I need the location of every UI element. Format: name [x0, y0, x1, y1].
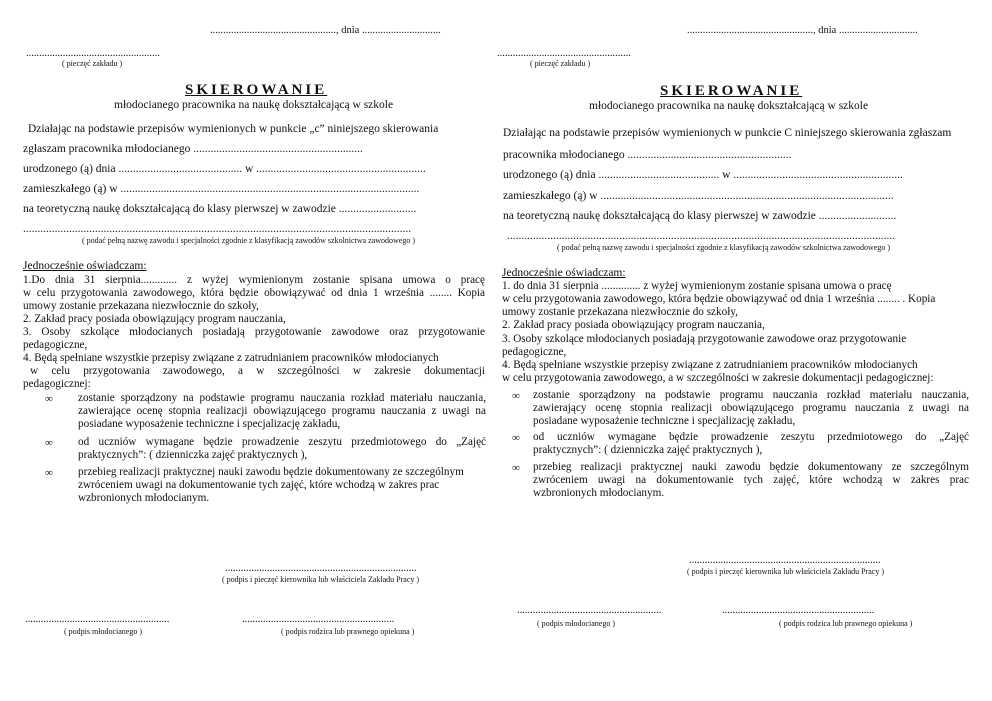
- birth-field: urodzonego (ą) dnia ........................................... w ...........................................................: [23, 163, 426, 175]
- youth-signature-line: .......................................................: [25, 614, 170, 625]
- manager-signature-line: .........................................................................: [689, 555, 881, 566]
- infinity-bullet-icon: ∞: [45, 393, 53, 405]
- bullet-item-3: przebieg realizacji praktycznej nauki zawodu będzie dokumentowany ze szczególnym zwróceniem uwagi na dokumentowanie tych zajęć, które wchodzą w zakres prac: [533, 461, 969, 486]
- place-date-field: ................................................, dnia ..............................: [210, 25, 441, 36]
- bullet-item-2: od uczniów wymagane będzie prowadzenie zeszytu przedmiotowego do „Zajęć: [78, 436, 486, 448]
- declaration-point-1: 1.Do dnia 31 sierpnia............. z wyżej wymienionym zostanie spisana umowa o pracę w celu przygotowania zawodowego, która będzie obowiązywać od dnia 1 września ........ Kopia: [23, 274, 485, 299]
- infinity-bullet-icon: ∞: [512, 390, 520, 402]
- document-title: SKIEROWANIE: [185, 82, 328, 98]
- bullet-item-3: przebieg realizacji praktycznej nauki zawodu będzie dokumentowany ze szczególnym zwróceniem uwagi na dokumentowanie tych zajęć, które wchodzą w zakres prac wzbronionych młodocianym.: [78, 466, 464, 504]
- intro-line-1: Działając na podstawie przepisów wymienionych w punkcie C niniejszego skierowania zgłaszam: [503, 127, 952, 139]
- bullet-item-2-end: praktycznych”: ( dzienniczka zajęć praktycznych ),: [533, 444, 763, 456]
- profession-note: ( podać pełną nazwę zawodu i specjalności zgodnie z klasyfikacją zawodów szkolnictwa zawodowego ): [82, 236, 415, 245]
- stamp-label: ( pieczęć zakładu ): [62, 59, 123, 68]
- parent-signature-line: ..........................................................: [242, 614, 395, 625]
- infinity-bullet-icon: ∞: [512, 462, 520, 474]
- bullet-item-2-end: praktycznych”: ( dzienniczka zajęć praktycznych ),: [78, 449, 308, 461]
- parent-signature-label: ( podpis rodzica lub prawnego opiekuna ): [281, 627, 415, 636]
- declaration-point-2: 2. Zakład pracy posiada obowiązujący program nauczania,: [23, 313, 286, 325]
- intro-line-2: pracownika młodocianego .........................................................: [503, 149, 792, 161]
- intro-line-1: Działając na podstawie przepisów wymienionych w punkcie „c” niniejszego skierowania: [28, 123, 439, 135]
- manager-signature-label: ( podpis i pieczęć kierownika lub właściciela Zakładu Pracy ): [222, 575, 420, 584]
- declaration-point-4-end: pedagogicznej:: [23, 378, 91, 390]
- bullet-item-1-end: posiadane wyposażenie techniczne i specjalizację zakładu,: [78, 418, 341, 430]
- bullet-item-3-end: wzbronionych młodocianym.: [533, 487, 665, 499]
- stamp-line: ...................................................: [497, 48, 631, 59]
- document-subtitle: młodocianego pracownika na naukę dokształcającą w szkole: [114, 99, 394, 111]
- bullet-item-1-end: posiadane wyposażenie techniczne i specjalizację zakładu,: [533, 415, 796, 427]
- place-date-field: ................................................, dnia ..............................: [687, 25, 918, 36]
- bullet-item-2: od uczniów wymagane będzie prowadzenie zeszytu przedmiotowego do „Zajęć: [533, 431, 969, 443]
- parent-signature-label: ( podpis rodzica lub prawnego opiekuna ): [779, 619, 913, 628]
- infinity-bullet-icon: ∞: [45, 467, 53, 479]
- declaration-point-1-end: umowy zostanie przekazana niezwłocznie do szkoły,: [502, 306, 738, 318]
- declaration-point-1-end: umowy zostanie przekazana niezwłocznie do szkoły,: [23, 300, 259, 312]
- document-subtitle: młodocianego pracownika na naukę dokształcającą w szkole: [589, 100, 869, 112]
- bullet-item-1: zostanie sporządzony na podstawie programu nauczania rozkład materiału nauczania, zawierające ocenę stopnia realizacji obowiązującego programu nauczania z uwagi na: [78, 392, 486, 417]
- birth-field: urodzonego (ą) dnia .......................................... w ...........................................................: [503, 169, 903, 181]
- course-field: na teoretyczną naukę dokształcającą do klasy pierwszej w zawodzie ...........................: [23, 203, 417, 215]
- declaration-heading: Jednocześnie oświadczam:: [502, 267, 626, 279]
- course-field: na teoretyczną naukę dokształcającą do klasy pierwszej w zawodzie ...........................: [503, 210, 897, 222]
- declaration-heading: Jednocześnie oświadczam:: [23, 260, 147, 272]
- manager-signature-line: .........................................................................: [225, 563, 417, 574]
- profession-note: ( podać pełną nazwę zawodu i specjalności zgodnie z klasyfikacją zawodów szkolnictwa zawodowego ): [557, 243, 890, 252]
- residence-field: zamieszkałego (ą) w ......................................................................................................: [503, 190, 894, 202]
- declaration-point-3-end: pedagogiczne,: [502, 346, 567, 358]
- bullet-item-1: zostanie sporządzony na podstawie programu nauczania rozkład materiału nauczania, zawierający ocenę stopnia realizacji obowiązującego programu nauczania z uwagi na: [533, 389, 969, 414]
- document-title: SKIEROWANIE: [660, 83, 803, 99]
- stamp-label: ( pieczęć zakładu ): [530, 59, 591, 68]
- profession-line: .......................................................................................................................................: [23, 223, 412, 235]
- referral-form-left: [20, 0, 490, 701]
- parent-signature-line: ..........................................................: [722, 605, 875, 616]
- declaration-point-2: 2. Zakład pracy posiada obowiązujący program nauczania,: [502, 319, 765, 331]
- declaration-point-1-cont: w celu przygotowania zawodowego, która będzie obowiązywać od dnia 1 września ........ . Kopia: [502, 293, 936, 305]
- declaration-point-1: 1. do dnia 31 sierpnia .............. z wyżej wymienionym zostanie spisana umowa o pracę: [502, 280, 892, 292]
- declaration-point-3-end: pedagogiczne,: [23, 339, 88, 351]
- profession-line: .......................................................................................................................................: [507, 230, 896, 242]
- declaration-point-4-cont: w celu przygotowania zawodowego, a w szczególności w zakresie dokumentacji pedagogicznej:: [502, 372, 934, 384]
- infinity-bullet-icon: ∞: [45, 437, 53, 449]
- youth-signature-line: .......................................................: [517, 605, 662, 616]
- declaration-point-3: 3. Osoby szkolące młodocianych posiadają przygotowanie zawodowe oraz przygotowanie: [23, 326, 485, 338]
- youth-signature-label: ( podpis młodocianego ): [64, 627, 142, 636]
- manager-signature-label: ( podpis i pieczęć kierownika lub właściciela Zakładu Pracy ): [687, 567, 885, 576]
- intro-line-2: zgłaszam pracownika młodocianego ...........................................................: [23, 143, 363, 155]
- stamp-line: ...................................................: [26, 48, 160, 59]
- declaration-point-3: 3. Osoby szkolące młodocianych posiadają przygotowanie zawodowe oraz przygotowanie: [502, 333, 907, 345]
- declaration-point-4-cont: w celu przygotowania zawodowego, a w szczególności w zakresie dokumentacji: [30, 365, 485, 377]
- infinity-bullet-icon: ∞: [512, 432, 520, 444]
- youth-signature-label: ( podpis młodocianego ): [537, 619, 615, 628]
- residence-field: zamieszkałego (ą) w ........................................................................................................: [23, 183, 420, 195]
- referral-form-right: [497, 0, 967, 701]
- declaration-point-4: 4. Będą spełniane wszystkie przepisy związane z zatrudnianiem pracowników młodocianych: [23, 352, 439, 364]
- declaration-point-4: 4. Będą spełniane wszystkie przepisy związane z zatrudnianiem pracowników młodocianych: [502, 359, 918, 371]
